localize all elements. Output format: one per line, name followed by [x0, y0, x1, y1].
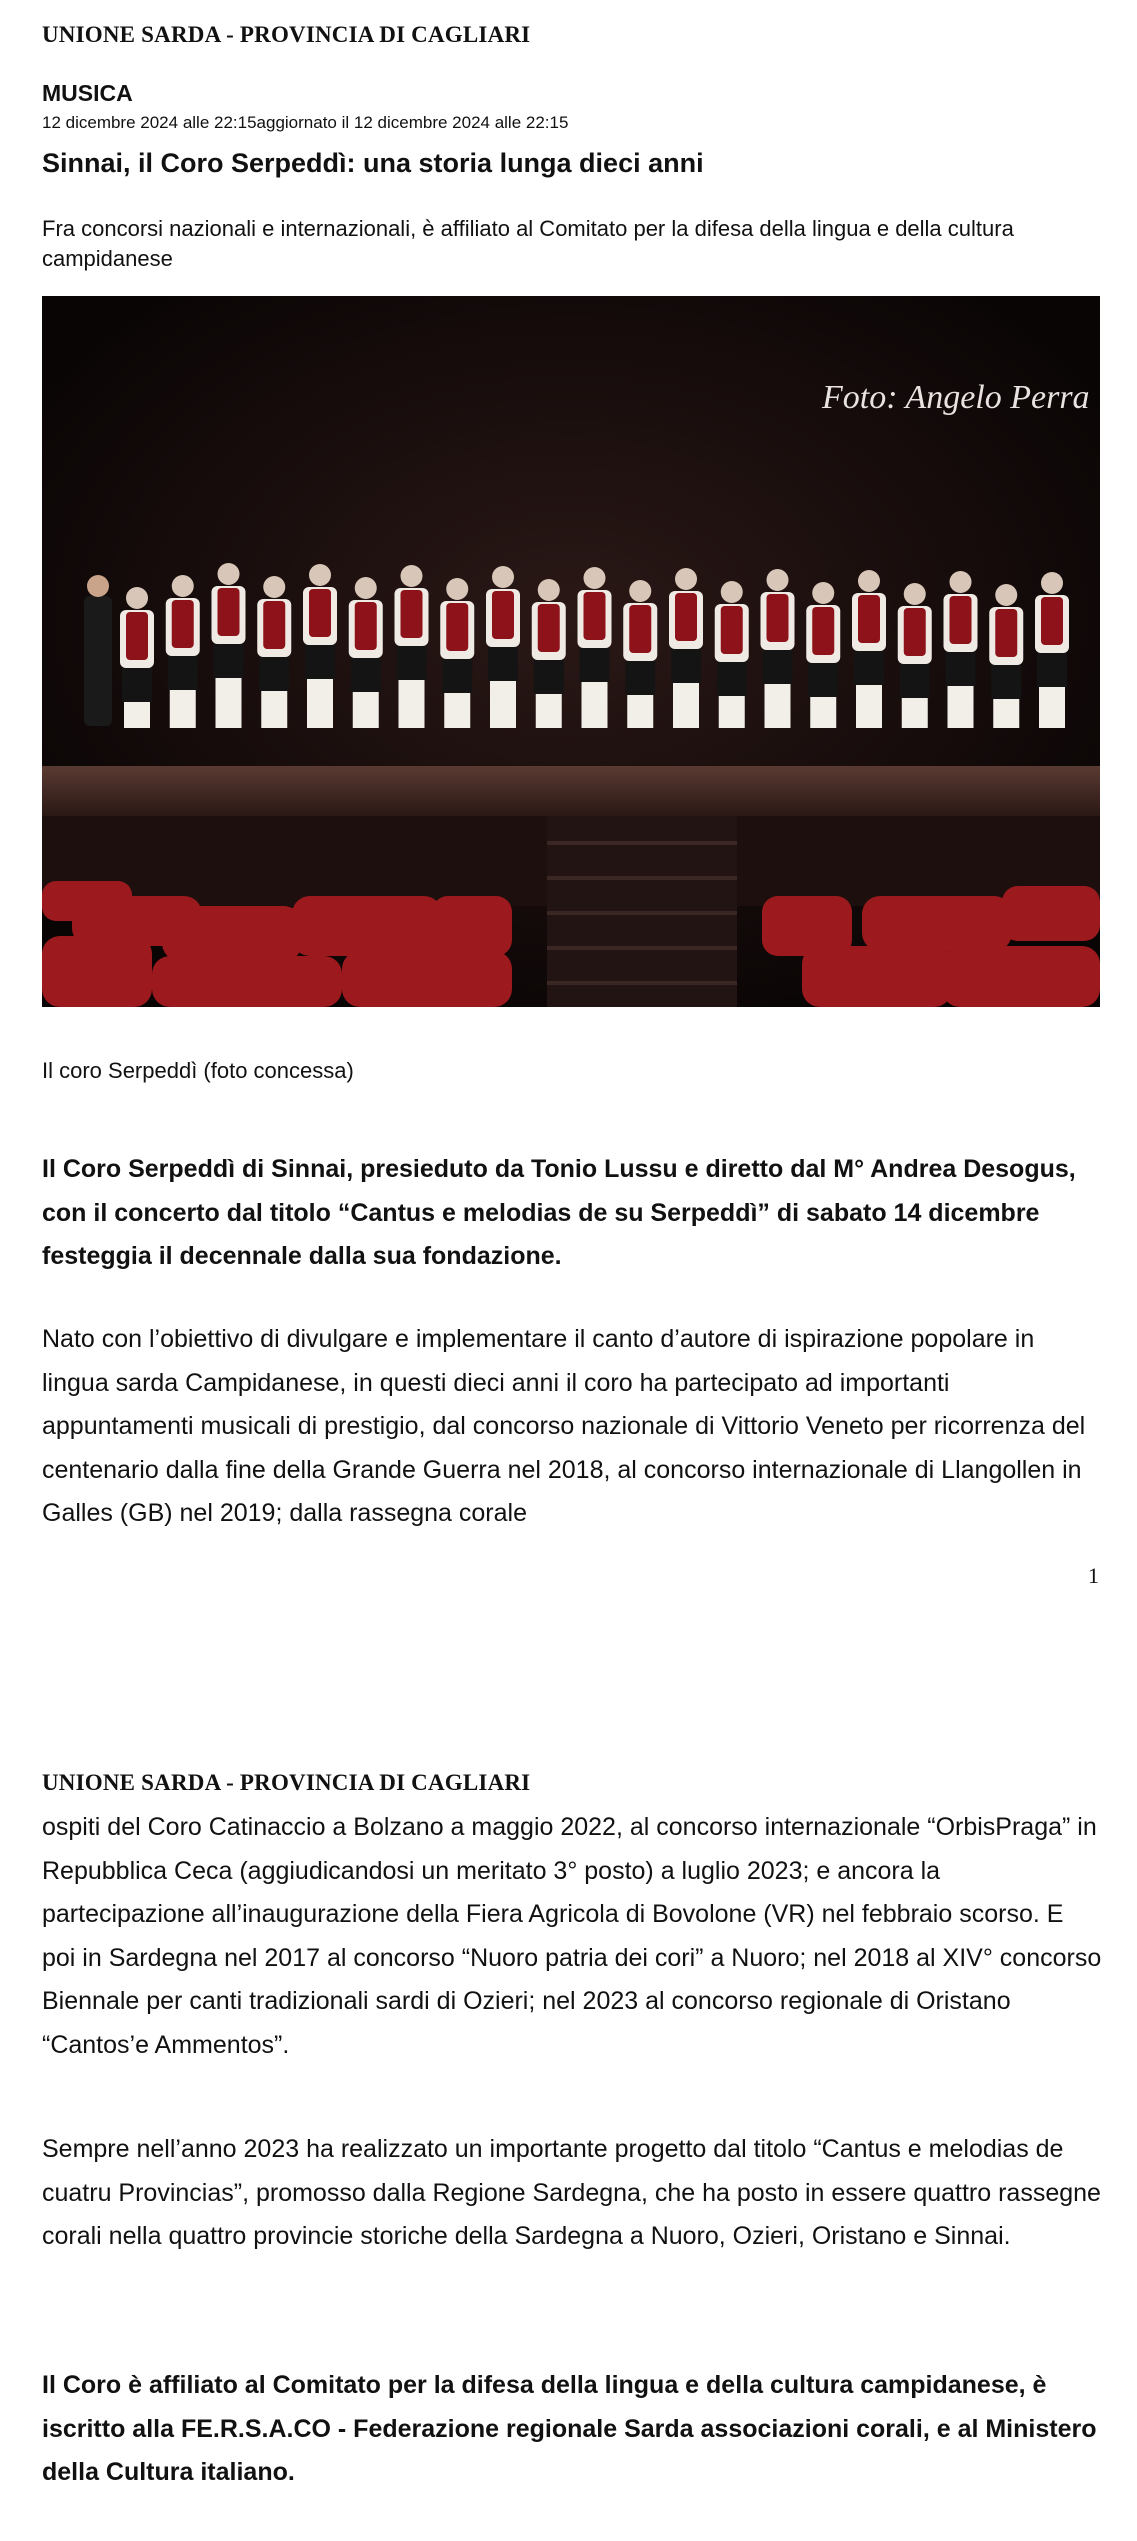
choir-photo: [42, 296, 1100, 1007]
choir-singer: [852, 570, 886, 728]
choir-singer: [761, 569, 795, 728]
section-label: MUSICA: [42, 80, 133, 106]
choir-singer: [395, 565, 429, 728]
photo-caption: Il coro Serpeddì (foto concessa): [42, 1058, 354, 1083]
publication-header: UNIONE SARDA - PROVINCIA DI CAGLIARI: [42, 22, 531, 47]
choir-singer: [1035, 572, 1069, 728]
choir-photo-illustration: [42, 296, 1100, 1007]
body-paragraph-2: Sempre nell’anno 2023 ha realizzato un importante progetto dal titolo “Cantus e melodias de cuatru Provincias”, promosso dalla Regione Sardegna, che ha posto in essere quattro rassegne corali nella quattro provincie storiche della Sardegna a Nuoro, Ozieri, Oristano e Sinnai.: [42, 2135, 1101, 2250]
article-title: Sinnai, il Coro Serpeddì: una storia lunga dieci anni: [42, 148, 704, 178]
body-paragraph-1-continued: ospiti del Coro Catinaccio a Bolzano a maggio 2022, al concorso internazionale “OrbisPraga” in Repubblica Ceca (aggiudicandosi un meritato 3° posto) a luglio 2023; e ancora la partecipazione all’inaugurazione della Fiera Agricola di Bovolone (VR) nel febbraio scorso. E poi in Sardegna nel 2017 al concorso “Nuoro patria dei cori” a Nuoro; nel 2018 al XIV° concorso Biennale per canti tradizionali sardi di Ozieri; nel 2023 al concorso regionale di Oristano “Cantos’e Ammentos”.: [42, 1813, 1102, 2059]
publication-header-page-2: UNIONE SARDA - PROVINCIA DI CAGLIARI: [42, 1770, 531, 1795]
dateline: 12 dicembre 2024 alle 22:15aggiornato il 12 dicembre 2024 alle 22:15: [42, 113, 569, 132]
body-paragraph-3: Il Coro è affiliato al Comitato per la difesa della lingua e della cultura campidanese, è iscritto alla FE.R.S.A.CO - Federazione regionale Sarda associazioni corali, e al Ministero della Cultura italiano.: [42, 2371, 1097, 2486]
article-subtitle: Fra concorsi nazionali e internazionali, è affiliato al Comitato per la difesa della lingua e della cultura campidanese: [42, 216, 1014, 271]
choir-singer: [578, 567, 612, 728]
lead-paragraph: Il Coro Serpeddì di Sinnai, presieduto da Tonio Lussu e diretto dal M° Andrea Desogus, con il concerto dal titolo “Cantus e melodias de su Serpeddì” di sabato 14 dicembre festeggia il decennale dalla sua fondazione.: [42, 1155, 1076, 1270]
body-paragraph-1: Nato con l’obiettivo di divulgare e implementare il canto d’autore di ispirazione popolare in lingua sarda Campidanese, in questi dieci anni il coro ha partecipato ad importanti appuntamenti musicali di prestigio, dal concorso nazionale di Vittorio Veneto per ricorrenza del centenario dalla fine della Grande Guerra nel 2018, al concorso internazionale di Llangollen in Galles (GB) nel 2019; dalla rassegna corale: [42, 1325, 1086, 1527]
choir-singer: [944, 571, 978, 728]
choir-singer: [303, 564, 337, 728]
photo-watermark: Foto: Angelo Perra: [822, 379, 1090, 416]
choir-singer: [486, 566, 520, 728]
choir-singer: [212, 563, 246, 728]
choir-singer: [669, 568, 703, 728]
page-number: 1: [1088, 1563, 1099, 1588]
